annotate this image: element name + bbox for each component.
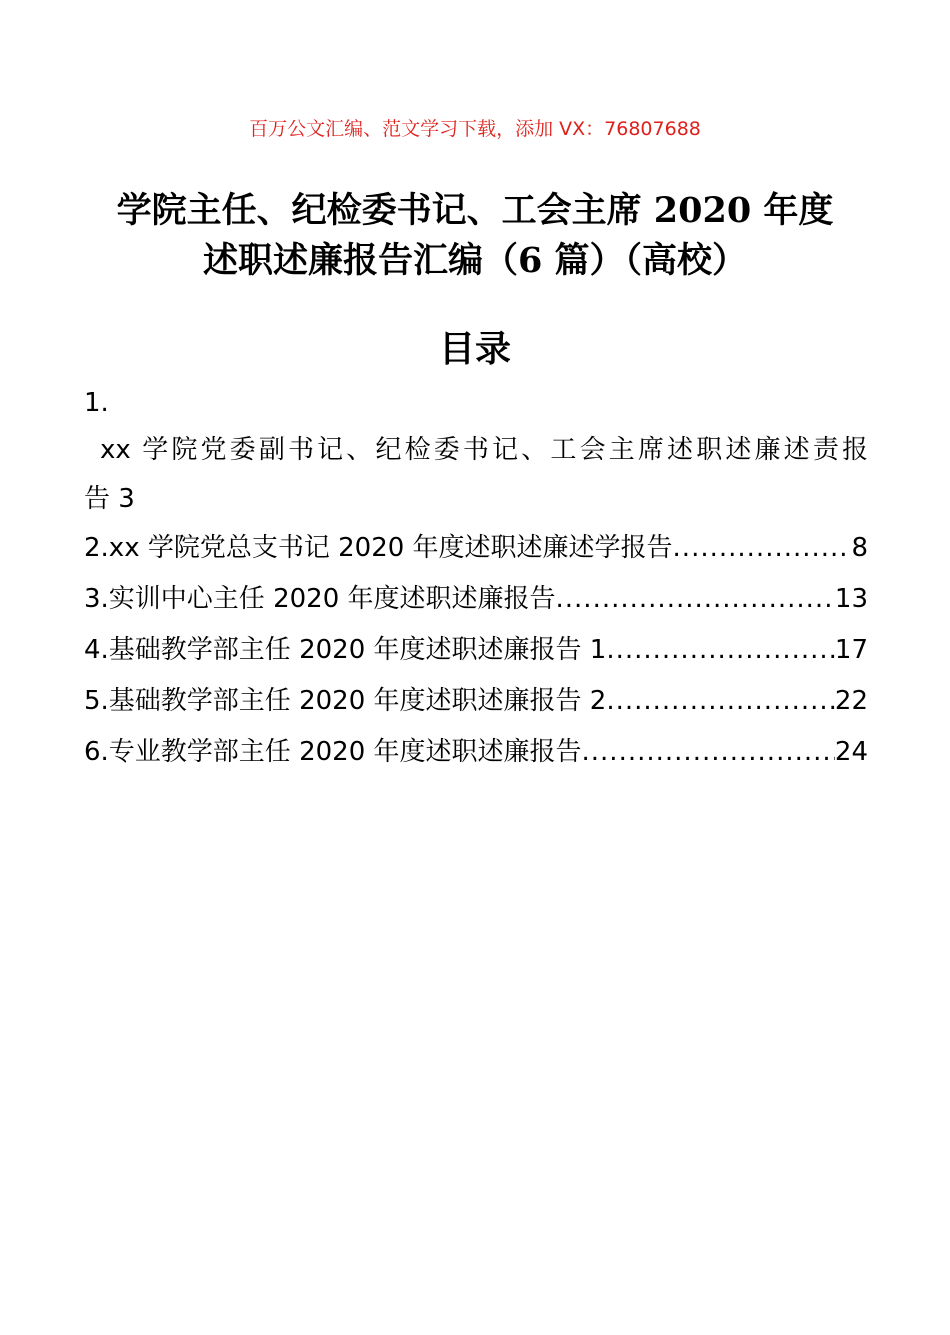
toc-entry-number: 1. (84, 388, 109, 418)
toc-entry-title: 4.基础教学部主任 2020 年度述职述廉报告 1 (84, 635, 607, 665)
toc-entry[interactable] (84, 574, 868, 625)
toc-entry-title: 5.基础教学部主任 2020 年度述职述廉报告 2 (84, 686, 607, 716)
toc-leader-dots (582, 727, 835, 778)
toc-entry-title-continued: 告 3 (84, 484, 135, 514)
toc-page-number: 24 (834, 737, 868, 767)
toc-entry[interactable] (84, 381, 868, 523)
toc-page-number: 17 (834, 635, 868, 665)
title-line-1: 学院主任、纪检委书记、工会主席 2020 年度 (116, 190, 834, 231)
toc-entry[interactable] (84, 676, 868, 727)
title-line-2: 述职述廉报告汇编（6 篇）（高校） (202, 240, 748, 281)
toc-entry-title: 3.实训中心主任 2020 年度述职述廉报告 (84, 584, 556, 614)
toc-entry[interactable] (84, 523, 868, 574)
toc-entry-title: 2.xx 学院党总支书记 2020 年度述职述廉述学报告 (84, 533, 673, 563)
toc-page-number: 22 (834, 686, 868, 716)
header-note: 百万公文汇编、范文学习下载，添加 VX：76807688 (249, 118, 701, 140)
toc-leader-dots (606, 676, 835, 727)
toc-leader-dots (673, 523, 852, 574)
toc-heading: 目录 (438, 329, 511, 370)
toc-entry[interactable] (84, 727, 868, 778)
toc-entry-title: xx 学院党委副书记、纪检委书记、工会主席述职述廉述责报 (100, 435, 868, 465)
toc-leader-dots (556, 574, 835, 625)
toc-page-number: 13 (834, 584, 868, 614)
toc-entry[interactable] (84, 625, 868, 676)
toc-entry-title: 6.专业教学部主任 2020 年度述职述廉报告 (84, 737, 582, 767)
toc-leader-dots (606, 625, 835, 676)
toc-page-number: 8 (851, 533, 868, 563)
table-of-contents (84, 381, 868, 778)
document-title (60, 186, 890, 286)
